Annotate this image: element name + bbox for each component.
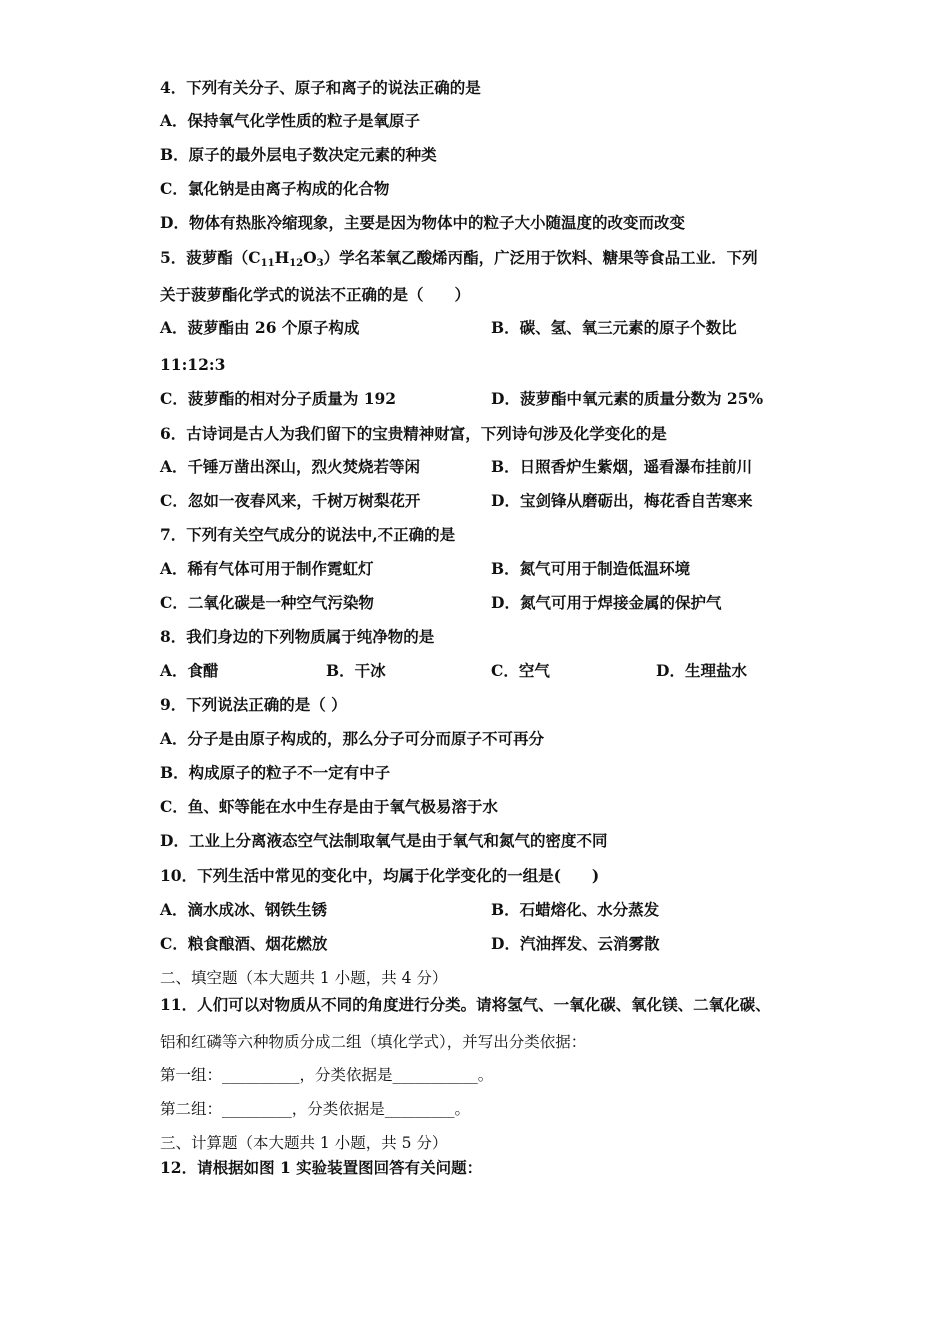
q5-option-b: B．碳、氢、氧三元素的原子个数比 <box>491 318 737 337</box>
q7-option-a: A．稀有气体可用于制作霓虹灯 <box>160 559 374 578</box>
q5-option-b-cont: 11:12:3 <box>160 355 226 374</box>
q6-option-a: A．千锤万凿出深山，烈火焚烧若等闲 <box>160 457 421 476</box>
q5-option-c: C．菠萝酯的相对分子质量为 192 <box>160 389 397 408</box>
q4-option-a: A．保持氧气化学性质的粒子是氧原子 <box>160 111 421 130</box>
q5-stem-post: ）学名苯氧乙酸烯丙酯，广泛用于饮料、糖果等食品工业．下列 <box>323 248 758 267</box>
section-fill-in-heading: 二、填空题（本大题共 1 小题，共 4 分） <box>160 969 448 987</box>
q8-option-d: D．生理盐水 <box>656 661 747 680</box>
q8-option-c: C．空气 <box>491 661 550 680</box>
q5-stem-pre: 5．菠萝酯（ <box>160 248 249 267</box>
q6-option-b: B．日照香炉生紫烟，遥看瀑布挂前川 <box>491 457 753 476</box>
q8-stem: 8．我们身边的下列物质属于纯净物的是 <box>160 627 435 646</box>
q11-group2: 第二组：_________，分类依据是_________。 <box>160 1100 471 1118</box>
q5-option-a: A．菠萝酯由 26 个原子构成 <box>160 318 360 337</box>
q11-stem: 11．人们可以对物质从不同的角度进行分类。请将氢气、一氧化碳、氧化镁、二氧化碳、 <box>160 995 771 1014</box>
q9-option-a: A．分子是由原子构成的，那么分子可分而原子不可再分 <box>160 729 545 748</box>
q4-stem: 4．下列有关分子、原子和离子的说法正确的是 <box>160 78 481 97</box>
q11-stem-line2: 铝和红磷等六种物质分成二组（填化学式），并写出分类依据： <box>160 1033 587 1051</box>
q6-stem: 6．古诗词是古人为我们留下的宝贵精神财富，下列诗句涉及化学变化的是 <box>160 424 667 443</box>
q5-stem-line2: 关于菠萝酯化学式的说法不正确的是（ ） <box>160 285 471 304</box>
q11-group1: 第一组：__________，分类依据是___________。 <box>160 1066 494 1084</box>
section-calculation-heading: 三、计算题（本大题共 1 小题，共 5 分） <box>160 1134 448 1152</box>
q10-option-d: D．汽油挥发、云消雾散 <box>491 934 660 953</box>
q7-option-d: D．氮气可用于焊接金属的保护气 <box>491 593 722 612</box>
q7-option-b: B．氮气可用于制造低温环境 <box>491 559 691 578</box>
q9-option-d: D．工业上分离液态空气法制取氧气是由于氧气和氮气的密度不同 <box>160 831 608 850</box>
q10-option-c: C．粮食酿酒、烟花燃放 <box>160 934 328 953</box>
q6-option-c: C．忽如一夜春风来，千树万树梨花开 <box>160 491 421 510</box>
q4-option-b: B．原子的最外层电子数决定元素的种类 <box>160 145 437 164</box>
q5-stem <box>160 248 758 268</box>
q5-formula: $C_{11}H_{12}O_3$ <box>248 248 324 269</box>
q12-stem: 12．请根据如图 1 实验装置图回答有关问题： <box>160 1158 483 1177</box>
q7-option-c: C．二氧化碳是一种空气污染物 <box>160 593 374 612</box>
q5-option-d: D．菠萝酯中氧元素的质量分数为 25% <box>491 389 764 408</box>
q10-stem: 10．下列生活中常见的变化中，均属于化学变化的一组是( ) <box>160 866 600 885</box>
q4-option-d: D．物体有热胀冷缩现象，主要是因为物体中的粒子大小随温度的改变而改变 <box>160 213 685 232</box>
q9-stem: 9．下列说法正确的是（ ） <box>160 695 347 714</box>
q7-stem: 7．下列有关空气成分的说法中,不正确的是 <box>160 525 456 544</box>
q9-option-c: C．鱼、虾等能在水中生存是由于氧气极易溶于水 <box>160 797 498 816</box>
q8-option-b: B．干冰 <box>326 661 386 680</box>
q8-option-a: A．食醋 <box>160 661 219 680</box>
q10-option-b: B．石蜡熔化、水分蒸发 <box>491 900 660 919</box>
q9-option-b: B．构成原子的粒子不一定有中子 <box>160 763 391 782</box>
q10-option-a: A．滴水成冰、钢铁生锈 <box>160 900 328 919</box>
q4-option-c: C．氯化钠是由离子构成的化合物 <box>160 179 390 198</box>
q6-option-d: D．宝剑锋从磨砺出，梅花香自苦寒来 <box>491 491 753 510</box>
